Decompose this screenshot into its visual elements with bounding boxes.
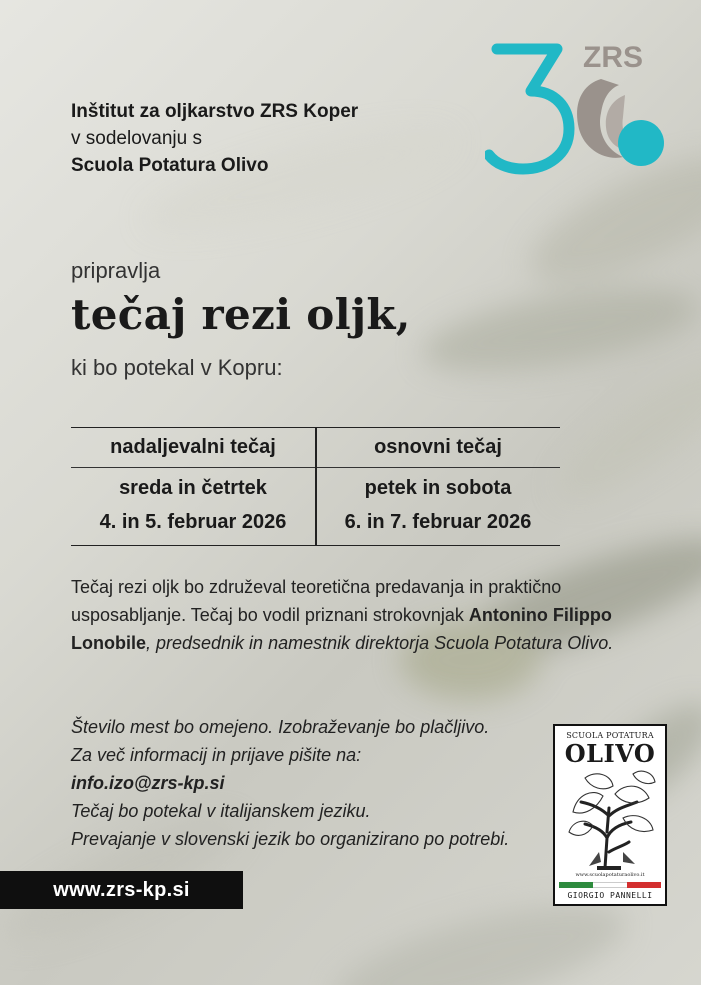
zrs-30-logo	[485, 35, 675, 175]
course-days: petek in sobota	[364, 477, 512, 499]
seats-note: Število mest bo omejeno. Izobraževanje bo plačljivo.	[71, 717, 490, 737]
basic-course-column	[316, 428, 560, 545]
location-text: ki bo potekal v Kopru:	[71, 355, 283, 380]
olive-tree-icon	[563, 768, 661, 870]
info-block	[71, 713, 551, 853]
cooperation-text: v sodelovanju s	[71, 128, 202, 149]
scuola-potatura-olivo-logo	[553, 724, 667, 906]
course-days: sreda in četrtek	[119, 477, 267, 499]
description-text: Tečaj rezi oljk bo združeval teoretična predavanja in praktično usposabljanje. Tečaj bo vodil priznani strokovnjak	[71, 577, 562, 625]
column-header: osnovni tečaj	[374, 436, 502, 458]
logo-zrs-text: ZRS	[583, 41, 643, 74]
course-description	[71, 573, 631, 657]
course-title: tečaj rezi oljk,	[71, 290, 411, 339]
language-note: Tečaj bo potekal v italijanskem jeziku.	[71, 801, 371, 821]
schedule-table	[71, 427, 560, 546]
organizer-block	[71, 98, 358, 179]
column-header: nadaljevalni tečaj	[110, 436, 276, 458]
olivo-logo-name: OLIVO	[564, 739, 656, 768]
olivo-logo-author: GIORGIO PANNELLI	[567, 891, 653, 900]
olivo-logo-url: www.scuolapotaturaolivo.it	[575, 872, 645, 878]
advanced-course-column	[71, 428, 315, 545]
instructor-role: , predsednik in namestnik direktorja Scuola Potatura Olivo.	[146, 633, 614, 653]
website-link[interactable]: www.zrs-kp.si	[0, 871, 243, 909]
course-dates: 4. in 5. februar 2026	[99, 511, 287, 533]
olivo-logo-top-text: SCUOLA POTATURA	[566, 731, 654, 740]
contact-email[interactable]: info.izo@zrs-kp.si	[71, 773, 225, 793]
instructor-name: Antonino Filippo Lonobile	[71, 605, 612, 653]
contact-note: Za več informacij in prijave pišite na:	[71, 745, 362, 765]
intro-text: pripravlja	[71, 258, 161, 283]
institute-name: Inštitut za oljkarstvo ZRS Koper	[71, 101, 359, 122]
italian-flag-stripe	[559, 882, 661, 888]
course-dates: 6. in 7. februar 2026	[344, 511, 532, 533]
partner-name: Scuola Potatura Olivo	[71, 155, 269, 176]
translation-note: Prevajanje v slovenski jezik bo organizirano po potrebi.	[71, 829, 510, 849]
